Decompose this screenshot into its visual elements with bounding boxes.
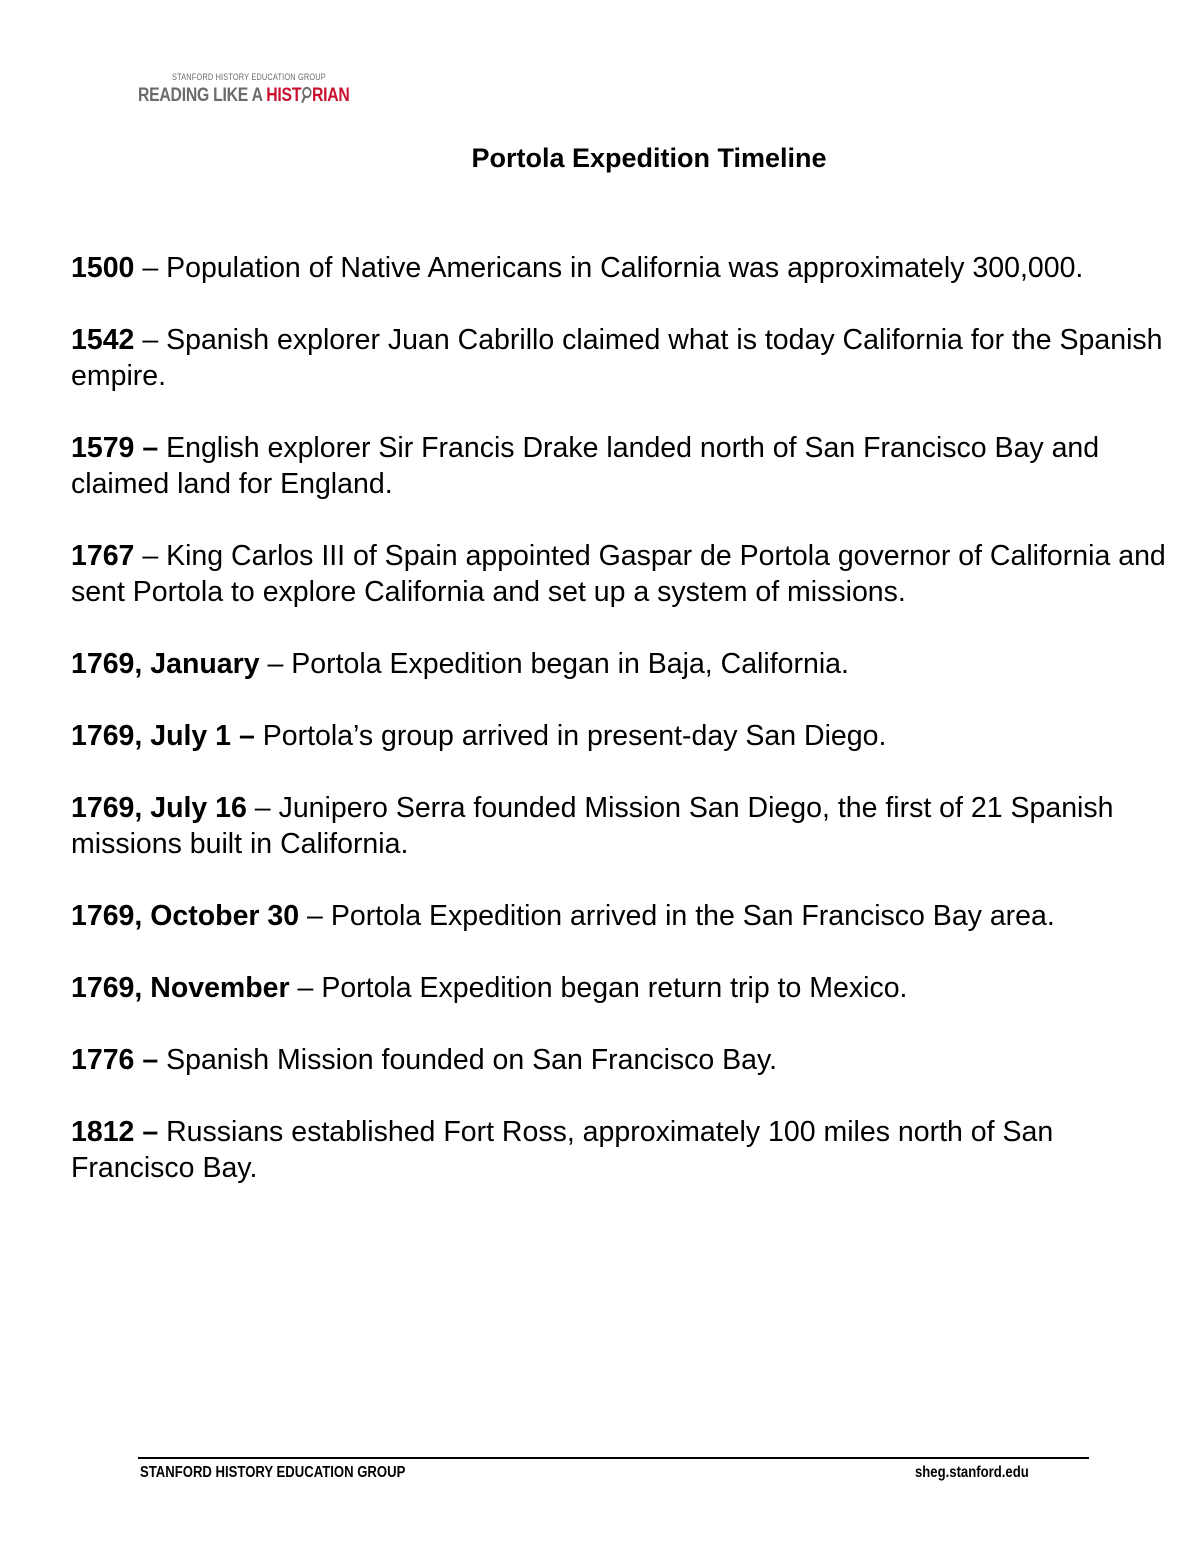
entry-separator: – (134, 324, 167, 356)
entry-date: 1769, July 16 (71, 792, 247, 824)
entry-text: Portola Expedition arrived in the San Francisco Bay area. (330, 900, 1055, 932)
timeline-list (71, 250, 1171, 1222)
entry-text: Russians established Fort Ross, approximately 100 miles north of San Francisco Bay. (71, 1116, 1054, 1184)
entry-separator (158, 1044, 166, 1076)
entry-date: 1500 (71, 252, 135, 284)
entry-date: 1769, October 30 (71, 900, 300, 932)
logo-wordmark (138, 85, 350, 107)
logo-org-name: STANFORD HISTORY EDUCATION GROUP (172, 72, 326, 82)
entry-separator: – (259, 648, 292, 680)
entry-text: English explorer Sir Francis Drake landed north of San Francisco Bay and claimed land for England. (71, 432, 1100, 500)
timeline-entry (71, 1114, 1171, 1186)
entry-date: 1812 – (71, 1116, 159, 1148)
logo-text-part1: READING LIKE A (138, 85, 267, 106)
timeline-entry (71, 646, 1171, 682)
timeline-entry (71, 970, 1171, 1006)
entry-date: 1769, January (71, 648, 260, 680)
entry-separator: – (134, 540, 167, 572)
entry-date: 1776 – (71, 1044, 159, 1076)
timeline-entry (71, 430, 1171, 502)
entry-text: Portola’s group arrived in present-day San Diego. (262, 720, 887, 752)
entry-separator (255, 720, 263, 752)
entry-separator: – (246, 792, 279, 824)
magnifying-glass-icon (301, 86, 312, 103)
entry-text: Population of Native Americans in California was approximately 300,000. (166, 252, 1084, 284)
entry-text: Junipero Serra founded Mission San Diego, the first of 21 Spanish missions built in California. (71, 792, 1114, 860)
entry-separator (158, 432, 166, 464)
entry-date: 1542 (71, 324, 135, 356)
entry-separator: – (134, 252, 167, 284)
footer-website: sheg.stanford.edu (915, 1464, 1029, 1481)
footer-org-name: STANFORD HISTORY EDUCATION GROUP (140, 1464, 406, 1481)
footer-divider (138, 1457, 1089, 1459)
entry-date: 1579 – (71, 432, 159, 464)
timeline-entry (71, 718, 1171, 754)
entry-date: 1769, July 1 – (71, 720, 255, 752)
logo-text-part3: RIAN (312, 85, 350, 106)
entry-text: Portola Expedition began return trip to Mexico. (321, 972, 908, 1004)
entry-date: 1767 (71, 540, 135, 572)
timeline-entry (71, 250, 1171, 286)
page-title: Portola Expedition Timeline (471, 143, 827, 173)
logo-text-part2: HIST (266, 85, 302, 106)
timeline-entry (71, 322, 1171, 394)
entry-text: Portola Expedition began in Baja, California. (291, 648, 849, 680)
entry-separator: – (289, 972, 322, 1004)
timeline-entry (71, 1042, 1171, 1078)
entry-text: Spanish Mission founded on San Francisco Bay. (166, 1044, 778, 1076)
timeline-entry (71, 898, 1171, 934)
timeline-entry (71, 790, 1171, 862)
entry-text: King Carlos III of Spain appointed Gaspar de Portola governor of California and sent Portola to explore California and set up a system of missions. (71, 540, 1166, 608)
entry-separator (158, 1116, 166, 1148)
entry-text: Spanish explorer Juan Cabrillo claimed what is today California for the Spanish empire. (71, 324, 1163, 392)
entry-separator: – (299, 900, 331, 932)
timeline-entry (71, 538, 1171, 610)
entry-date: 1769, November (71, 972, 290, 1004)
reading-like-a-historian-logo (138, 72, 378, 112)
